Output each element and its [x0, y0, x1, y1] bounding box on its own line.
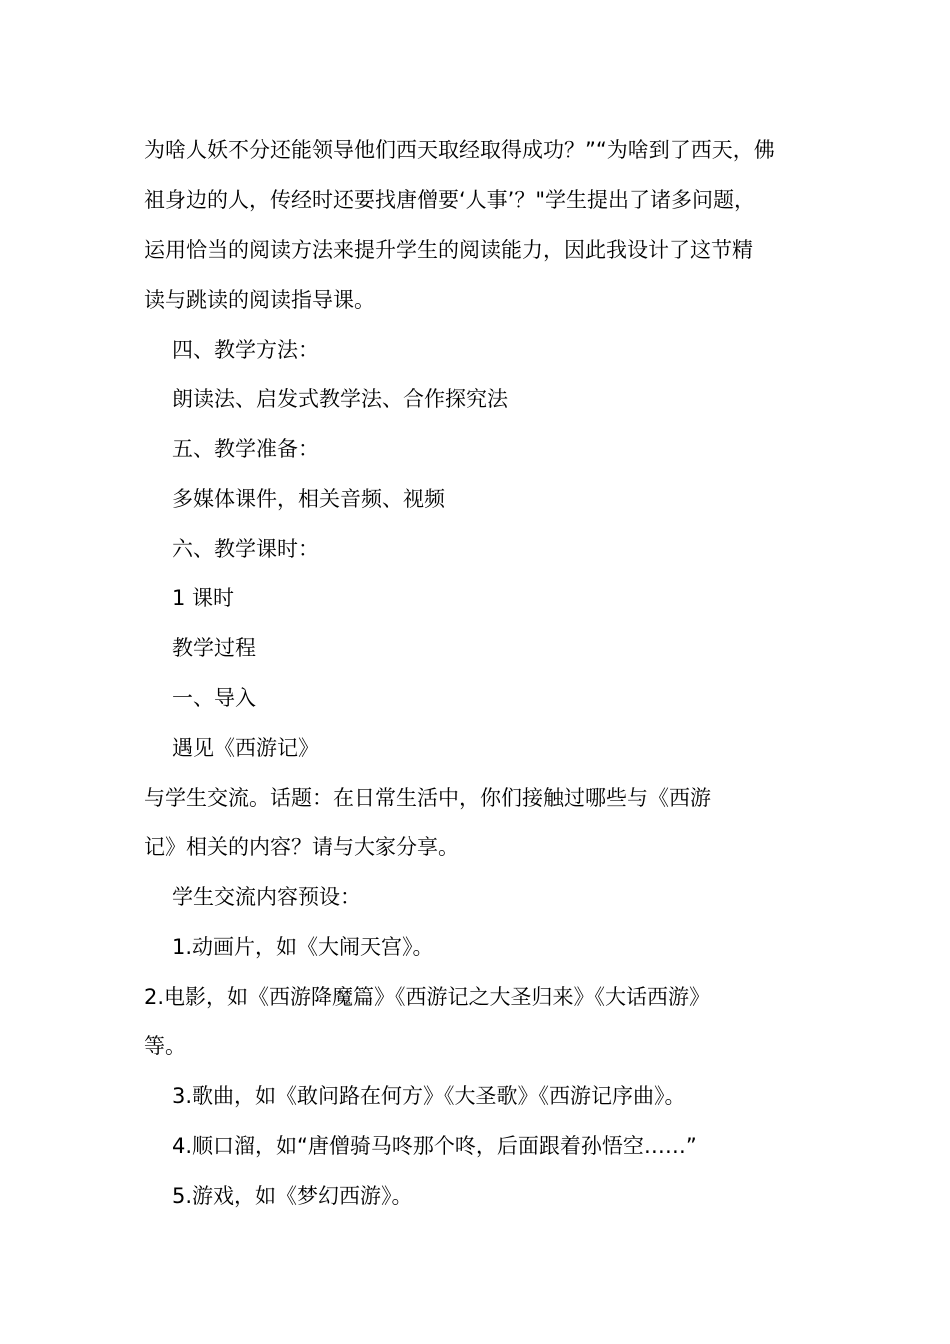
list-item: 3.歌曲，如《敢问路在何方》《大圣歌》《西游记序曲》。 — [172, 1084, 686, 1108]
paragraph-line: 与学生交流。话题：在日常生活中，你们接触过哪些与《西游 — [144, 786, 711, 810]
paragraph-line: 朗读法、启发式教学法、合作探究法 — [172, 387, 508, 411]
list-item: 1.动画片，如《大闹天宫》。 — [172, 935, 434, 959]
list-item: 5.游戏，如《梦幻西游》。 — [172, 1184, 413, 1208]
section-heading: 六、教学课时： — [172, 537, 319, 561]
list-item: 4.顺口溜，如“唐僧骑马咚那个咚，后面跟着孙悟空……” — [172, 1134, 697, 1158]
section-heading: 四、教学方法： — [172, 338, 319, 362]
paragraph-line: 学生交流内容预设： — [172, 885, 361, 909]
paragraph-line: 运用恰当的阅读方法来提升学生的阅读能力，因此我设计了这节精 — [144, 238, 753, 262]
list-item: 2.电影，如《西游降魔篇》《西游记之大圣归来》《大话西游》 — [144, 985, 711, 1009]
paragraph-line: 记》相关的内容？请与大家分享。 — [144, 835, 459, 859]
section-heading: 五、教学准备： — [172, 437, 319, 461]
section-heading: 教学过程 — [172, 636, 256, 660]
paragraph-line: 祖身边的人，传经时还要找唐僧要‘人事’？"学生提出了诸多问题， — [144, 188, 756, 212]
paragraph-line: 1 课时 — [172, 586, 235, 610]
paragraph-line: 遇见《西游记》 — [172, 736, 319, 760]
paragraph-line: 多媒体课件，相关音频、视频 — [172, 487, 445, 511]
section-heading: 一、导入 — [172, 686, 256, 710]
paragraph-line: 读与跳读的阅读指导课。 — [144, 288, 375, 312]
paragraph-line: 等。 — [144, 1034, 186, 1058]
paragraph-line: 为啥人妖不分还能领导他们西天取经取得成功？”“为啥到了西天，佛 — [144, 138, 775, 162]
